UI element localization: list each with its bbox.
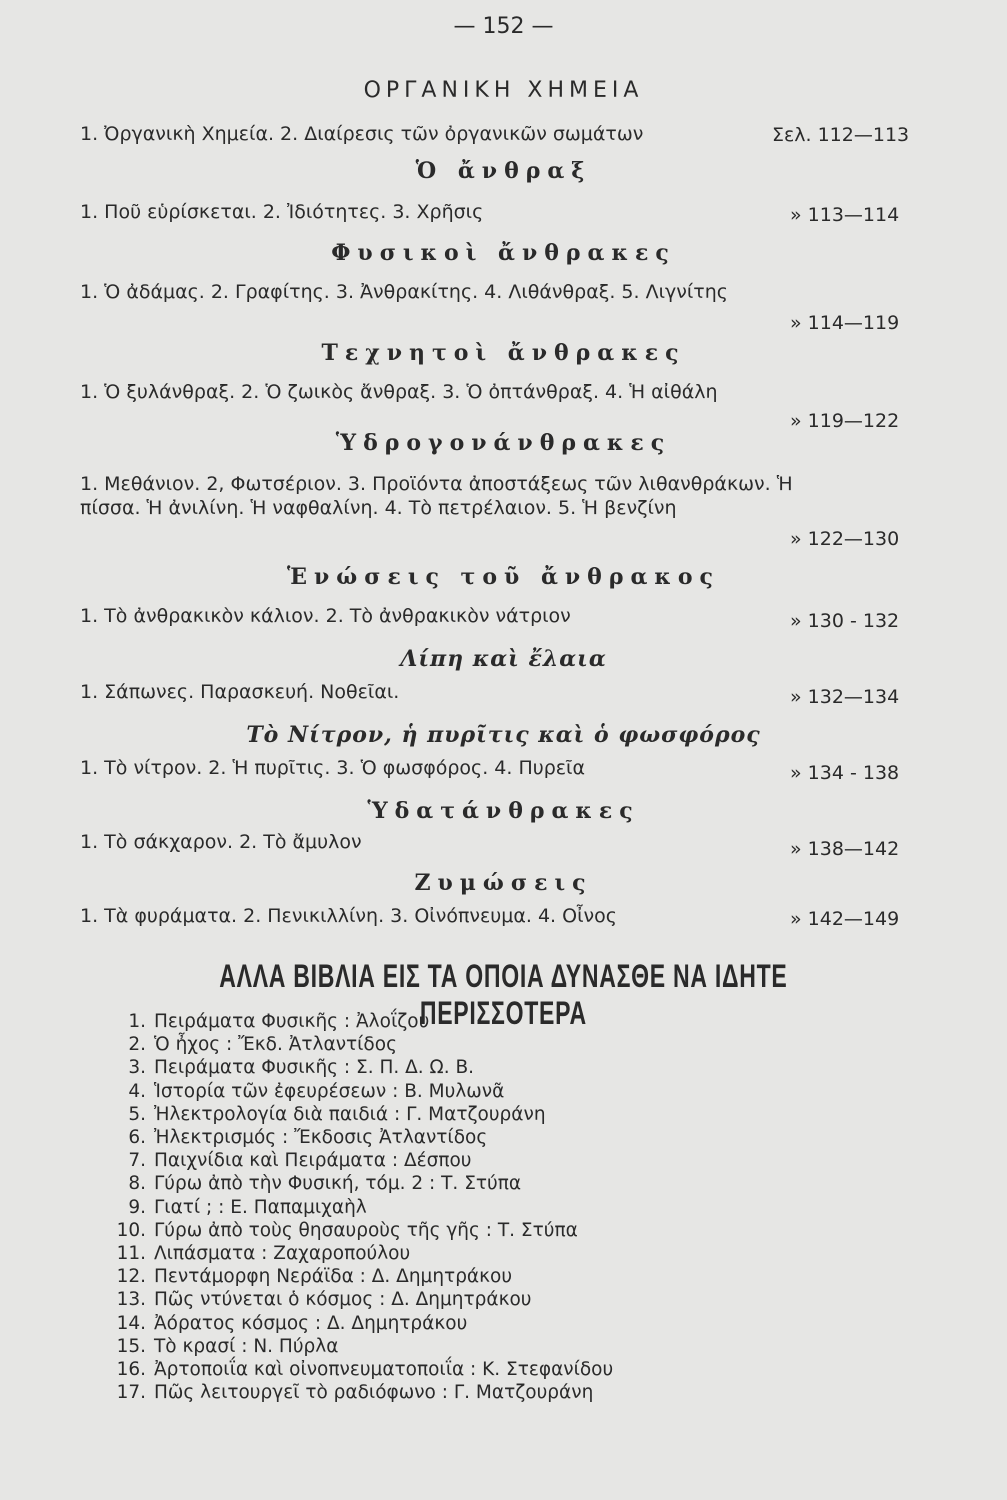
toc-entry-text: 1. Τὰ φυράματα. 2. Πενικιλλίνη. 3. Οἰνόπνευμα. 4. Οἶνος [80, 905, 617, 927]
section-heading: Τὸ Νίτρον, ἡ πυρῖτις καὶ ὁ φωσφόρος [246, 722, 761, 748]
toc-entry-pages: » 138—142 [790, 838, 900, 860]
toc-entry-pages: » 130 - 132 [790, 610, 900, 632]
page-number: — 152 — [453, 14, 554, 39]
list-item: 14. Ἀόρατος κόσμος : Δ. Δημητράκου [116, 1312, 468, 1334]
toc-entry-text: 1. Τὸ σάκχαρον. 2. Τὸ ἄμυλον [80, 831, 362, 853]
toc-entry-text: 1. Τὸ νίτρον. 2. Ἡ πυρῖτις. 3. Ὁ φωσφόρος. 4. Πυρεῖα [80, 757, 586, 779]
toc-entry-pages: » 134 - 138 [790, 762, 900, 784]
list-item: 6. Ἠλεκτρισμός : Ἔκδοσις Ἀτλαντίδος [128, 1127, 488, 1149]
toc-entry-text: 1. Τὸ ἀνθρακικὸν κάλιον. 2. Τὸ ἀνθρακικὸν νάτριον [80, 605, 571, 627]
list-item: 9. Γιατί ; : Ε. Παπαμιχαὴλ [128, 1196, 367, 1218]
section-heading: Λίπη καὶ ἔλαια [400, 646, 607, 672]
list-item: 10. Γύρω ἀπὸ τοὺς θησαυροὺς τῆς γῆς : Τ. Στύπα [116, 1219, 578, 1241]
list-item: 11. Λιπάσματα : Ζαχαροπούλου [116, 1243, 411, 1265]
toc-entry-text: 1. Ὁ ξυλάνθραξ. 2. Ὁ ζωικὸς ἄνθραξ. 3. Ὁ ὀπτάνθραξ. 4. Ἡ αἰθάλη [80, 381, 718, 403]
list-item: 4. Ἱστορία τῶν ἐφευρέσεων : Β. Μυλωνᾶ [128, 1080, 505, 1102]
other-books-heading: ΑΛΛΑ ΒΙΒΛΙΑ ΕΙΣ ΤΑ ΟΠΟΙΑ ΔΥΝΑΣΘΕ ΝΑ ΙΔΗΤΕ ΠΕΡΙΣΣΟΤΕΡΑ [219, 958, 788, 1031]
toc-entry-pages: » 113—114 [790, 204, 900, 226]
chapter-title: ΟΡΓΑΝΙΚΗ ΧΗΜΕΙΑ [363, 78, 644, 103]
toc-entry-text: 1. Ὀργανικὴ Χημεία. 2. Διαίρεσις τῶν ὀργανικῶν σωμάτων [80, 123, 644, 145]
list-item: 13. Πῶς ντύνεται ὁ κόσμος : Δ. Δημητράκου [116, 1289, 532, 1311]
toc-entry-text: 1. Ποῦ εὑρίσκεται. 2. Ἰδιότητες. 3. Χρῆσις [80, 201, 484, 223]
section-heading: Φυσικοὶ ἄνθρακες [331, 240, 676, 266]
list-item: 3. Πειράματα Φυσικῆς : Σ. Π. Δ. Ω. Β. [128, 1057, 475, 1079]
toc-entry-text: 1. Μεθάνιον. 2, Φωτσέριον. 3. Προϊόντα ἀποστάξεως τῶν λιθανθράκων. Ἡ πίσσα. Ἡ ἀνιλίνη. Ἡ ναφθαλίνη. 4. Τὸ πετρέλαιον. 5. Ἡ βενζίνη [80, 473, 793, 519]
list-item: 17. Πῶς λειτουργεῖ τὸ ραδιόφωνο : Γ. Ματζουράνη [116, 1382, 594, 1404]
toc-entry-text: 1. Ὁ ἀδάμας. 2. Γραφίτης. 3. Ἀνθρακίτης. 4. Λιθάνθραξ. 5. Λιγνίτης [80, 281, 728, 303]
list-item: 1. Πειράματα Φυσικῆς : Ἀλοΐζου [128, 1011, 430, 1032]
list-item: 7. Παιχνίδια καὶ Πειράματα : Δέσπου [128, 1150, 472, 1172]
toc-entry-pages: » 119—122 [790, 410, 900, 432]
section-heading: Τεχνητοὶ ἄνθρακες [321, 340, 686, 366]
section-heading: Ὁ ἄνθραξ [415, 158, 592, 184]
section-heading: Ἑνώσεις τοῦ ἄνθρακος [287, 564, 720, 590]
list-item: 15. Τὸ κρασί : Ν. Πύρλα [116, 1335, 339, 1357]
toc-entry-pages: » 142—149 [790, 908, 900, 930]
section-heading: Ζυμώσεις [414, 870, 593, 896]
book-list [102, 1010, 613, 1404]
section-heading: Ὑδρογονάνθρακες [335, 430, 672, 456]
list-item: 2. Ὁ ἦχος : Ἔκδ. Ἀτλαντίδος [128, 1034, 397, 1056]
list-item: 12. Πεντάμορφη Νεράϊδα : Δ. Δημητράκου [116, 1266, 513, 1288]
section-heading: Ὑδατάνθρακες [367, 798, 640, 824]
toc-entry-text: 1. Σάπωνες. Παρασκευή. Νοθεῖαι. [80, 681, 400, 703]
toc-entry-pages: » 132—134 [790, 686, 900, 708]
toc-entry-pages: » 122—130 [790, 528, 900, 550]
list-item: 5. Ἠλεκτρολογία διὰ παιδιά : Γ. Ματζουράνη [128, 1103, 546, 1125]
list-item: 16. Ἀρτοποιΐα καὶ οἰνοπνευματοποιΐα : Κ. Στεφανίδου [116, 1359, 614, 1381]
toc-entry-pages: Σελ. 112—113 [772, 124, 910, 146]
list-item: 8. Γύρω ἀπὸ τὴν Φυσική, τόμ. 2 : Τ. Στύπα [128, 1173, 522, 1195]
toc-entry-pages: » 114—119 [790, 312, 900, 334]
